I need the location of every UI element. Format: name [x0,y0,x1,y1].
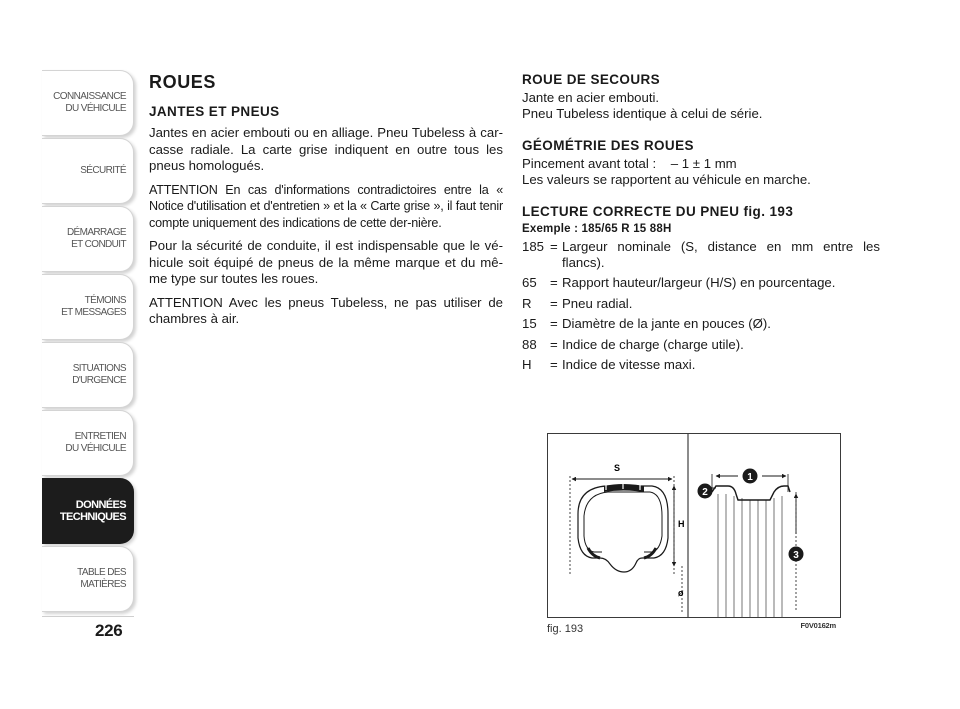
tyre-diagram-drawing [548,434,840,617]
spec-val: Largeur nominale (S, distance en mm entre les flancs). [562,238,880,271]
paragraph-same-tyres: Pour la sécurité de conduite, il est indispensable que le vé-hicule soit équipé de pneus de la même marque et du mê-me type sur toutes les roues. [149,238,503,287]
spare-wheel-line: Jante en acier embouti. [522,90,660,105]
spec-key: 185 [522,238,545,254]
marker-3-label: 3 [793,550,799,561]
tyre-spec-row [522,275,880,291]
spare-wheel-title: ROUE DE SECOURS [522,72,661,87]
spec-eq: = [550,316,558,332]
tab-label: SÉCURITÉ [80,165,126,176]
spec-eq: = [550,336,558,352]
label-diameter: ø [678,588,684,598]
wheel-geometry-title: GÉOMÉTRIE DES ROUES [522,137,694,153]
tyre-reading-title: LECTURE CORRECTE DU PNEU fig. 193 [522,203,794,219]
paragraph-rims-tyres: Jantes en acier embouti ou en alliage. Pneu Tubeless à car-casse radiale. La carte grise indiquent en outre tous les pneus homologués. [149,125,503,174]
paragraph-attention-tubeless: ATTENTION Avec les pneus Tubeless, ne pas utiliser de chambres à air. [149,294,503,327]
spare-wheel-line: Pneu Tubeless identique à celui de série. [522,106,763,122]
tyre-spec-row [522,357,880,373]
marker-2-label: 2 [702,487,708,498]
tab-label: SITUATIONS D'URGENCE [72,363,126,386]
tyre-spec-row [522,296,880,312]
marker-3 [789,547,804,562]
spec-val: Diamètre de la jante en pouces (Ø). [562,316,771,332]
tab-label: CONNAISSANCE DU VÉHICULE [53,91,126,114]
label-s: S [614,463,621,473]
figure-caption: fig. 193 [547,623,584,635]
tab-situations-d-urgence[interactable] [42,342,134,408]
spec-eq: = [550,295,558,311]
geometry-note: Les valeurs se rapportent au véhicule en marche. [522,172,811,188]
spec-key: R [522,295,532,311]
tab-label: ENTRETIEN DU VÉHICULE [65,431,126,454]
section-title: ROUES [149,72,217,92]
spec-val: Indice de vitesse maxi. [562,357,696,373]
tab-label: TÉMOINS ET MESSAGES [61,295,126,318]
right-column [522,72,880,388]
tab-connaissance-du-vehicule[interactable] [42,70,134,136]
spec-val: Indice de charge (charge utile). [562,336,744,352]
tyre-spec-row [522,316,880,332]
tab-label: DÉMARRAGE ET CONDUIT [66,227,126,250]
tab-donnees-techniques[interactable] [42,478,134,544]
marker-1-label: 1 [747,472,753,483]
tab-demarrage-et-conduite[interactable] [42,206,134,272]
tab-entretien-du-vehicule[interactable] [42,410,134,476]
spec-val: Pneu radial. [562,295,633,311]
tab-securite[interactable] [42,138,134,204]
spec-val: Rapport hauteur/largeur (H/S) en pourcentage. [562,275,836,291]
tyre-example: Exemple : 185/65 R 15 88H [522,222,672,235]
spec-eq: = [550,238,558,254]
tyre-spec-row [522,337,880,353]
spec-eq: = [550,357,558,373]
spec-eq: = [550,275,558,291]
spec-key: 15 [522,316,537,332]
page-number: 226 [95,621,123,640]
figure-code: F0V0162m [800,621,836,630]
tab-temoins-et-messages[interactable] [42,274,134,340]
spec-key: H [522,357,532,373]
tab-label: DONNÉES TECHNIQUES [59,499,126,523]
left-column [149,72,503,335]
tyre-spec-row [522,239,880,272]
spare-wheel-block [522,72,880,123]
tab-table-des-matieres[interactable] [42,546,134,612]
rim-profile [706,474,796,617]
subsection-title: JANTES ET PNEUS [149,104,280,119]
paragraph-attention-documents: ATTENTION En cas d'informations contradictoires entre la « Notice d'utilisation et d'entretien » et la « Carte grise », il faut tenir compte uniquement des indications de cette der-nière. [149,182,503,230]
marker-2 [698,484,713,499]
marker-1 [743,469,758,484]
tyre-section [578,482,668,572]
spec-key: 65 [522,275,537,291]
sidebar-divider [42,616,134,617]
toe-in-value: Pincement avant total : – 1 ± 1 mm [522,155,737,171]
label-h: H [678,519,685,529]
tyre-reading-block [522,204,880,374]
wheel-geometry-block [522,138,880,189]
tab-label: TABLE DES MATIÈRES [77,567,126,590]
spec-key: 88 [522,336,537,352]
tyre-spec-list [522,239,880,374]
